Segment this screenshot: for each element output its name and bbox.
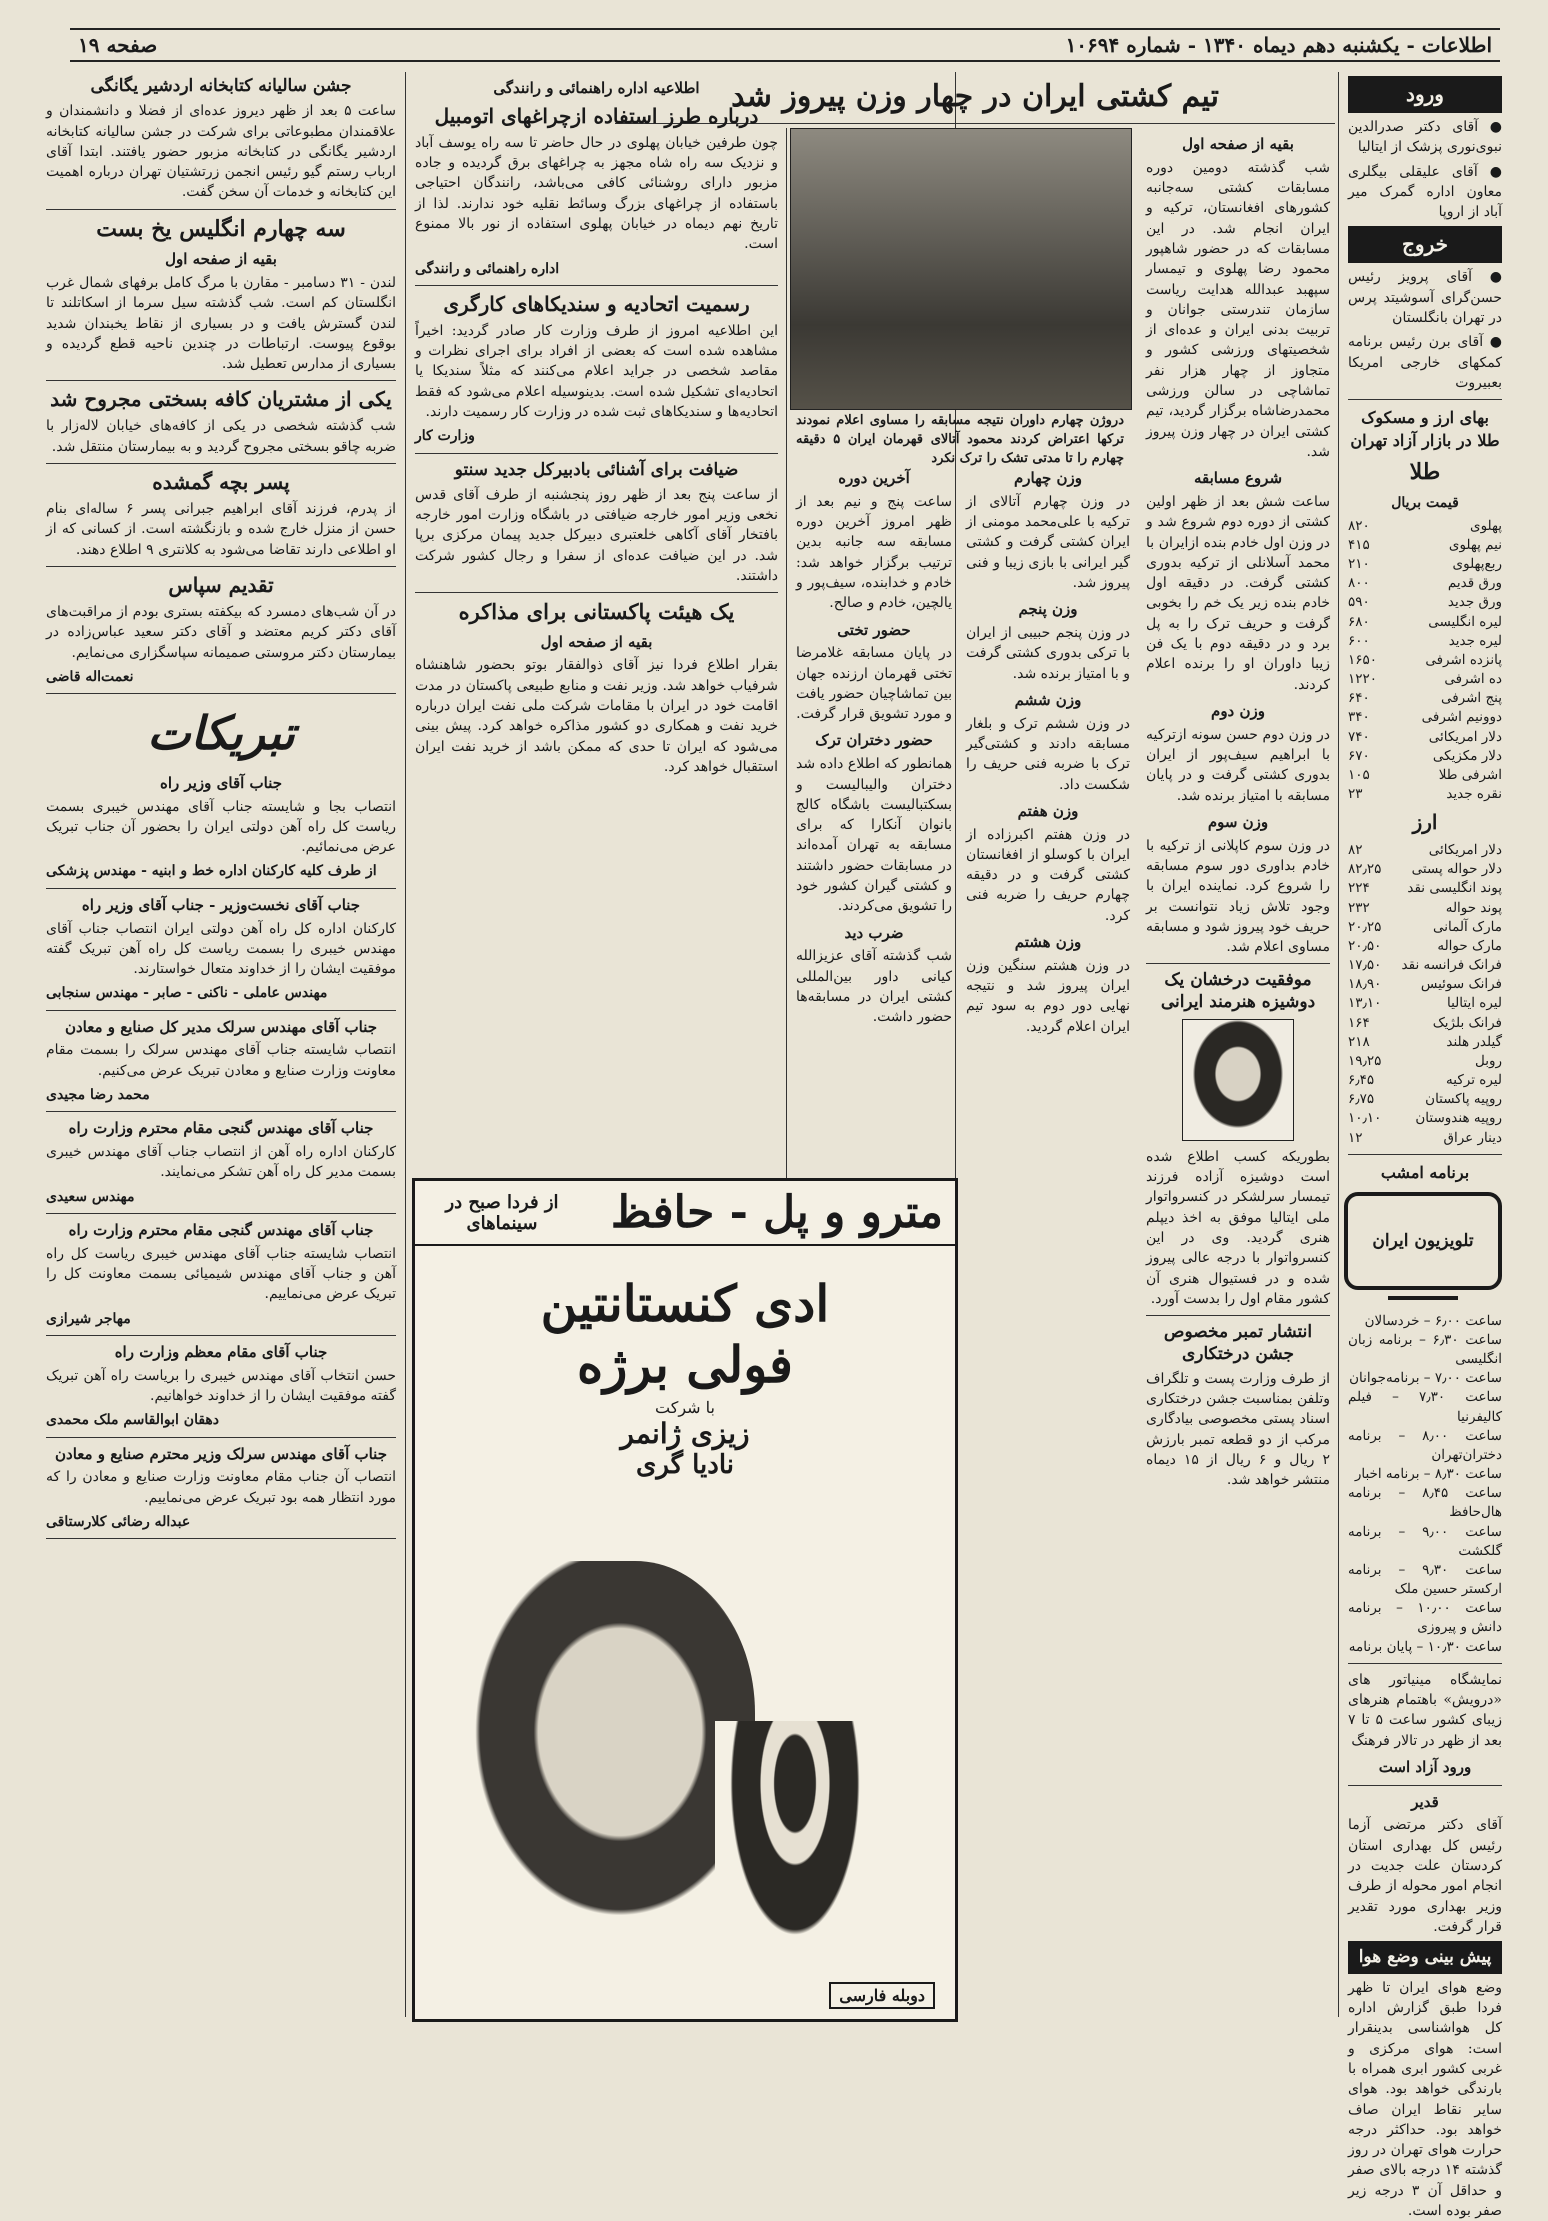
tv-label: تلویزیون ایران <box>1372 1230 1474 1251</box>
ad-star1: ادی کنستانتین <box>540 1274 830 1333</box>
tv-program-item: ساعت ۷٫۰۰ – برنامه‌جوانان <box>1349 1370 1502 1387</box>
wrestling-headline: تیم کشتی ایران در چهار وزن پیروز شد <box>731 79 1219 114</box>
ice-title: سه چهارم انگلیس یخ بست <box>96 215 346 242</box>
price-row <box>1348 1071 1502 1090</box>
presence-text: در پایان مسابقه غلامرضا تختی قهرمان ارزنده جهان بین تماشاچیان حضور یافت و مورد تشویق قرار گرفت. <box>796 645 952 723</box>
price-value: ۱۰٫۱۰ <box>1348 1110 1382 1127</box>
ad-star3: زیزی ژانمر <box>620 1417 750 1450</box>
fx-price-list <box>1348 841 1502 1148</box>
price-value: ۶۷۰ <box>1348 747 1370 764</box>
congrats-signature: عبداله رضائی کلارستاقی <box>46 1513 191 1530</box>
price-row <box>1348 747 1502 766</box>
price-value: ۱۲۲۰ <box>1348 671 1378 688</box>
congrats-item <box>46 1118 396 1214</box>
traffic-kicker: اطلاعیه اداره راهنمائی و رانندگی <box>493 79 700 97</box>
price-name: ورق‌ جدید <box>1447 594 1502 611</box>
price-value: ۸۰۰ <box>1348 575 1370 592</box>
column-misc <box>40 72 402 2019</box>
price-row <box>1348 899 1502 918</box>
price-name: مارک آلمانی <box>1432 918 1502 935</box>
price-value: ۶٫۷۵ <box>1348 1091 1375 1108</box>
price-value: ۲۱۸ <box>1348 1033 1370 1050</box>
column-rule <box>786 128 787 1178</box>
tv-program-item: ساعت ۶٫۳۰ – برنامه زبان انگلیسی <box>1348 1332 1502 1368</box>
congrats-signature: دهقان ابوالقاسم ملک محمدی <box>46 1412 220 1429</box>
congrats-signature: مهاجر شیرازی <box>46 1310 131 1327</box>
wrestling-paragraph: در وزن پنجم حبیبی از ایران با ترکی بدوری کشتی گرفت و با امتیاز برنده شد. <box>966 624 1130 682</box>
price-name: پهلوی <box>1470 517 1502 534</box>
masthead <box>70 28 1500 62</box>
price-name: ده‌ اشرفی <box>1444 671 1502 688</box>
price-name: لیره‌ ایتالیا <box>1447 995 1502 1012</box>
ad-with-label: با شرکت <box>655 1398 715 1417</box>
sub-weight7: وزن هفتم <box>1017 801 1079 820</box>
ad-star4: نادیا گری <box>635 1450 735 1480</box>
tv-program-item: ساعت ۹٫۰۰ – برنامه گلکشت <box>1348 1523 1502 1559</box>
congrats-text: انتصاب بجا و شایسته جناب آقای مهندس خیبری بسمت ریاست کل راه آهن دولتی ایران را بحضور آن جناب تبریک عرض می‌نمائیم. <box>46 798 396 856</box>
price-value: ۱۷٫۵۰ <box>1348 957 1382 974</box>
price-value: ۱۶۴ <box>1348 1014 1370 1031</box>
price-value: ۱۹٫۲۵ <box>1348 1052 1382 1069</box>
thanks-title: تقدیم سپاس <box>168 572 274 597</box>
ad-dubbed: دوبله فارسی <box>829 1982 935 2009</box>
column-rule <box>405 72 406 2017</box>
arrival-item: ● آقای علیقلی بیگلری معاون اداره گمرک میر آباد از اروپا <box>1348 163 1502 221</box>
price-name: پوند حواله <box>1445 899 1502 916</box>
thanks-text: در آن شب‌های دمسرد که بیکفته بستری بودم از مراقبت‌های آقای دکتر کریم معتضد و آقای دکتر سعید عباس‌زاده در بیمارستان دکتر مروستی صمیمانه سپاسگزاری می‌نمایم. <box>46 603 396 661</box>
union-title: رسمیت اتحادیه و سندیکاهای کارگری <box>443 291 750 316</box>
price-value: ۲۳ <box>1348 786 1363 803</box>
price-name: روبل <box>1474 1052 1502 1069</box>
pakistan-cont: بقیه از صفحه اول <box>540 632 653 651</box>
price-name: نیم پهلوی <box>1448 536 1502 553</box>
scene-title: ضرب دید <box>844 923 904 942</box>
ice-cont: بقیه از صفحه اول <box>165 250 277 269</box>
congrats-signature: مهندس عاملی - ناکنی - صابر - مهندس سنجابی <box>46 985 328 1002</box>
sub-weight2: وزن دوم <box>1211 701 1265 720</box>
price-value: ۸۲ <box>1348 842 1363 859</box>
union-text: این اطلاعیه امروز از طرف وزارت کار صادر گردید: اخیراً مشاهده شده است که بعضی از افراد برای اجرای نظرات و مقاصد شخصی در جراید اعلام می‌کنند که مثلاً سندیکا یا اتحادیه‌ای تشکیل شده است. بدینوسیله اعلام می‌شود که فقط اتحادیه‌ها و سندیکاهای ثبت شده در وزارت کار رسمیت دارند. <box>415 322 778 421</box>
wrestling-photo-caption <box>790 412 1130 466</box>
column-rates <box>1342 72 1508 2220</box>
congrats-item <box>46 1017 396 1113</box>
price-row <box>1348 918 1502 937</box>
price-name: نقره‌ جدید <box>1446 786 1502 803</box>
wrestling-intro: شب گذشته دومین دوره مسابقات کشتی سه‌جانبه کشورهای افغانستان، ترکیه و ایران انجام شد. در این مسابقات که در حضور شاهپور محمود رضا پهلوی و تیمسار سپهبد عبدالله هدایت ریاست سازمان تندرستی جوانان و تربیت بدنی ایران و عده‌ای از شخصیتهای ورزشی کشور و متجاوز از چهار هزار نفر تماشاچی در سالن ورزشی محمدرضاشاه برگزار گردید، تیم کشتی ایران در چهار وزن پیروز شد. <box>1146 159 1330 460</box>
congrats-text: کارکنان اداره راه آهن از انتصاب جناب آقای مهندس خیبری بسمت مدیر کل راه آهن تشکر می‌نمایند. <box>46 1144 396 1181</box>
price-name: دلار مکزیکی <box>1432 747 1502 764</box>
cinema-advertisement <box>412 1178 958 2022</box>
congrats-text: حسن انتخاب آقای مهندس خیبری را بریاست راه آهن تبریک گفته موفقیت ایشان را از خداوند خواهانیم. <box>46 1367 396 1404</box>
thanks-sig: نعمت‌اله قاضی <box>46 668 134 685</box>
price-name: دو‌ونیم‌ اشرفی <box>1421 709 1502 726</box>
tv-program-list <box>1348 1312 1502 1657</box>
price-name: گیلدر هلند <box>1446 1033 1502 1050</box>
price-value: ۱۳٫۱۰ <box>1348 995 1382 1012</box>
price-name: ورق‌ قدیم <box>1447 575 1502 592</box>
price-row <box>1348 536 1502 555</box>
ad-star2: فولی برژه <box>577 1335 793 1394</box>
last-round-title: آخرین دوره <box>838 469 910 487</box>
masthead-text: اطلاعات - یکشنبه دهم دیماه ۱۳۴۰ - شماره ۱۰۶۹۴ <box>1065 33 1492 57</box>
price-value: ۲۱۰ <box>1348 556 1370 573</box>
congrats-signature: از طرف کلیه کارکنان اداره خط و ابنیه - مهندس پزشکی <box>46 863 377 880</box>
wrestling-continued: بقیه از صفحه اول <box>1182 135 1294 153</box>
price-row <box>1348 1109 1502 1128</box>
weather-title: پیش بینی وضع هوا <box>1348 1941 1502 1974</box>
arrival-item: ● آقای دکتر صدرالدین نبوی‌نوری پزشک از ایتالیا <box>1348 119 1502 156</box>
price-name: ربع‌پهلوی <box>1452 556 1502 573</box>
price-value: ۶٫۴۵ <box>1348 1072 1375 1089</box>
price-value: ۱۲ <box>1348 1129 1363 1146</box>
presence-title: حضور تختی <box>837 620 911 639</box>
price-row <box>1348 860 1502 879</box>
appreciation-text: آقای دکتر مرتضی آزما رئیس کل بهداری استان کردستان علت جدیت در انجام امور محوله از طرف وزیر بهداری مورد تقدیر قرار گرفت. <box>1348 1817 1502 1935</box>
price-name: روپیه‌ هندوستان <box>1415 1110 1502 1127</box>
congrats-text: انتصاب شایسته جناب آقای مهندس سرلک را بسمت مقام معاونت وزارت صنایع و معادن تبریک عرض می‌کنیم. <box>46 1042 396 1079</box>
price-row <box>1348 1052 1502 1071</box>
page-number: صفحه ۱۹ <box>78 33 158 57</box>
congrats-signature: محمد رضا مجیدی <box>46 1087 150 1104</box>
traffic-text: چون طرفین خیابان پهلوی در حال حاضر تا سه راه یوسف آباد و نزدیک سه راه شاه مجهز به چراغهای برق گردیده و جاده مزبور دارای روشنائی کافی می‌باشد، رانندگان احتیاجی باستفاده از چراغهای بزرگ وسائط نقلیه خود ندارند. لذا از تاریخ نهم دیماه در خیابان پهلوی استفاده از نور بالا ممنوع است. <box>415 134 778 253</box>
price-value: ۱۶۵۰ <box>1348 651 1378 668</box>
sub-weight6: وزن ششم <box>1014 690 1082 709</box>
fx-title: ارز <box>1412 810 1438 835</box>
traffic-title: درباره طرز استفاده ازچراغهای اتومبیل <box>434 103 759 128</box>
wrestling-paragraph: در وزن دوم حسن سونه ازترکیه با ابراهیم سیف‌پور از ایران بدوری کشتی گرفت و در پایان مسابقه با امتیاز برنده شد. <box>1146 726 1330 804</box>
tv-program-item: ساعت ۸٫۴۵ – برنامه هال‌حافظ <box>1348 1485 1502 1521</box>
arrivals-heading: ورود <box>1348 76 1502 113</box>
weather-text: وضع هوای ایران تا ظهر فردا طبق گزارش اداره کل هواشناسی بدینقرار است: هوای مرکزی و غربی کشور ابری همراه با بارندگی خواهد بود. هوای سایر نقاط ایران صاف خواهد بود. حداکثر درجه حرارت هوای تهران در روز گذشته ۱۴ درجه بالای صفر و حداقل آن ۳ درجه زیر صفر بوده است. <box>1348 1979 1502 2220</box>
ad-cinemas: مترو و پل - حافظ <box>610 1187 943 1238</box>
price-name: فرانک فرانسه نقد <box>1401 957 1502 974</box>
tv-program-item: ساعت ۶٫۰۰ – خردسالان <box>1364 1312 1502 1329</box>
column-news <box>409 72 784 1177</box>
injured-text: شب گذشته شخصی در یکی از کافه‌های خیابان لاله‌زار با ضربه چاقو بسختی مجروح گردید و به بیمارستان منتقل شد. <box>46 418 396 455</box>
price-value: ۵۹۰ <box>1348 594 1370 611</box>
injured-title: یکی از مشتریان کافه بسختی مجروح شد <box>50 387 392 412</box>
price-name: پوند انگلیسی نقد <box>1407 880 1502 897</box>
wrestling-paragraph: در وزن هشتم سنگین وزن ایران پیروز شد و نتیجه نهایی دور دوم به سود تیم ایران اعلام گردید. <box>966 957 1130 1035</box>
ad-actress-photo <box>715 1721 875 1971</box>
wrestling-photo <box>790 128 1132 410</box>
price-value: ۲۳۲ <box>1348 899 1370 916</box>
price-row <box>1348 555 1502 574</box>
price-name: پانزده‌ اشرفی <box>1425 651 1502 668</box>
price-row <box>1348 1090 1502 1109</box>
price-row <box>1348 879 1502 898</box>
congrats-text: انتصاب آن جناب مقام معاونت وزارت صنایع و معادن را که مورد انتظار همه بود تبریک عرض می‌نماییم. <box>46 1469 396 1506</box>
price-row <box>1348 1014 1502 1033</box>
sub-weight8: وزن هشتم <box>1014 933 1082 952</box>
congrats-recipient: جناب آقای مهندس سرلک مدیر کل صنایع و معادن <box>64 1017 378 1036</box>
congrats-text: انتصاب شایسته جناب آقای مهندس خیبری ریاست کل راه آهن و جناب آقای مهندس شیمیائی بسمت معاونت کل را تبریک عرض می‌نماییم. <box>46 1245 396 1303</box>
market-title: بهای ارز و مسکوک طلا در بازار آزاد تهران <box>1350 408 1500 451</box>
column-rule <box>1338 72 1339 2017</box>
sub-weight3: وزن سوم <box>1207 812 1269 831</box>
price-value: ۲۰٫۲۵ <box>1348 918 1382 935</box>
girl-portrait-photo <box>1182 1019 1294 1141</box>
price-row <box>1348 937 1502 956</box>
price-row <box>1348 574 1502 593</box>
scene-text: شب گذشته آقای عزیزالله کیانی داور بین‌المللی کشتی ایران در مسابقه‌ها حضور داشت. <box>796 948 952 1026</box>
cento-title: ضیافت برای آشنائی بادبیرکل جدید سنتو <box>454 459 739 480</box>
tv-icon <box>1344 1192 1502 1290</box>
appreciation-title: قدیر <box>1411 1792 1439 1811</box>
price-name: فرانک بلژیک <box>1432 1014 1502 1031</box>
congrats-text: کارکنان اداره کل راه آهن دولتی ایران انتصاب جناب آقای مهندس خیبری را بسمت ریاست کل راه آهن تبریک گفته موفقیت ایشان را از خداوند متعال خواستارند. <box>46 920 396 978</box>
ad-kicker: از فردا صبح در سینماهای <box>445 1191 559 1234</box>
price-name: روپیه‌ پاکستان <box>1425 1091 1502 1108</box>
price-row <box>1348 670 1502 689</box>
price-row <box>1348 632 1502 651</box>
congrats-item <box>46 895 396 1011</box>
price-value: ۲۰٫۵۰ <box>1348 937 1382 954</box>
departure-item: ● آقای پرویز رئیس حسن‌گرای آسوشیتد پرس در تهران بانگلستان <box>1348 269 1502 327</box>
price-row <box>1348 785 1502 804</box>
wrestling-column-c <box>790 462 958 1177</box>
price-row <box>1348 593 1502 612</box>
price-value: ۱۸٫۹۰ <box>1348 976 1382 993</box>
wrestling-paragraph: در وزن هفتم اکبرزاده از ایران با کوسلو از افغانستان کشتی گرفت و در دقیقه چهارم حریف را ضربه فنی کرد. <box>966 826 1130 924</box>
sub-start: شروع مسابقه <box>1193 469 1283 488</box>
tv-program-item: ساعت ۱۰٫۳۰ – پایان برنامه <box>1348 1638 1502 1655</box>
price-value: ۴۱۵ <box>1348 536 1370 553</box>
price-name: دلار حواله‌ پستی <box>1411 861 1502 878</box>
gold-price-list <box>1348 517 1502 804</box>
girls-title: حضور دختران ترک <box>815 731 933 750</box>
union-sig: وزارت کار <box>415 428 475 445</box>
price-value: ۷۴۰ <box>1348 728 1370 745</box>
price-row <box>1348 766 1502 785</box>
photo-caption-text: دروژن چهارم داوران نتیجه مسابقه را مساوی اعلام نمودند ترکها اعتراض کردند محمود آتالای قهرمان ایران ۵ دقیقه چهارم را تا مدتی تشک را ترک نکرد <box>796 413 1124 466</box>
anniversary-text: ساعت ۵ بعد از ظهر دیروز عده‌ای از فضلا و دانشمندان و علاقمندان مطبوعاتی برای شرکت در جشن سالیانه کتابخانه اردشیر یگانگی در کتابخانه مزبور حضور یافتند. ابتدا آقای ارباب رستم گیو رئیس انجمن زرتشتیان تهران درباره اهمیت این کتابخانه و خدمات آن سخن گفت. <box>46 103 397 201</box>
congrats-recipient: جناب آقای مهندس گنجی مقام محترم وزارت راه <box>68 1220 374 1239</box>
pakistan-title: یک هیئت پاکستانی برای مذاکره <box>458 599 735 625</box>
congrats-recipient: جناب آقای نخست‌وزیر - جناب آقای وزیر راه <box>81 895 361 914</box>
gold-title: طلا <box>1409 458 1441 485</box>
price-value: ۶۴۰ <box>1348 690 1370 707</box>
price-row <box>1348 956 1502 975</box>
congrats-item <box>46 1342 396 1438</box>
price-row <box>1348 651 1502 670</box>
wrestling-paragraph: در وزن ششم ترک و بلغار مسابقه دادند و کشتی‌گیر ترک با ضربه فنی حریف را شکست داد. <box>966 715 1130 793</box>
cento-text: از ساعت پنج بعد از ظهر روز پنجشنبه از طرف آقای قدس نخعی وزیر امور خارجه ضیافتی در باشگاه وزارت امور خارجه بافتخار آقای آکاهی خلعتبری دبیرکل جدید پیمان مرکزی برپا شد. در این ضیافت عده‌ای از سفرا و رجال کشور شرکت داشتند. <box>415 486 778 585</box>
congrats-recipient: جناب آقای مقام معظم وزارت راه <box>114 1342 328 1361</box>
price-row <box>1348 841 1502 860</box>
stamp-text: از طرف وزارت پست و تلگراف وتلفن بمناسبت جشن درختکاری اسناد پستی مخصوصی بیادگاری مرکب از دو قطعه تمبر بارزش ۲ ریال و ۶ ریال از ۱۵ دیماه منتشر خواهد شد. <box>1146 1370 1330 1489</box>
wrestling-paragraph: ساعت شش بعد از ظهر اولین کشتی از دوره دوم شروع شد و در وزن اول خادم بنده ازایران با محمد آسلانلی از ترکیه بدوری کشتی گرفت. در دقیقه اول خادم بنده زیر یک خم را بخوبی گرفت و حریف ترک را به پل برد و در دقیقه دوم با یک فن زیبا داوران او را برنده اعلام کردند. <box>1146 493 1330 693</box>
ad-actor-photo <box>455 1561 755 1941</box>
pakistan-text: بقرار اطلاع فردا نیز آقای ذوالفقار بوتو بحضور شاهنشاه شرفیاب خواهد شد. وزیر نفت و منابع طبیعی پاکستان در مدت اقامت خود در ایران با مقامات شرکت ملی نفت ایران درباره خرید نفت و همکاری دو کشور مذاکره خواهد کرد. پیش بینی می‌شود که ایران تا حدی که ممکن باشد از خرید نفت ایران استقبال خواهد کرد. <box>415 657 778 775</box>
wrestling-column-b <box>960 462 1136 2019</box>
last-round-text: ساعت پنج و نیم بعد از ظهر امروز آخرین دوره مسابقه سه جانبه بدین ترتیب برگزار خواهد شد: خادم و خدابنده، سیف‌پور و یالچین، خادم و صالح. <box>796 493 952 612</box>
wrestling-paragraph: در وزن سوم کاپلانی از ترکیه با خادم بداوری دور سوم مسابقه را شروع کرد. نماینده ایران با وجود تلاش زیاد نتوانست بر حریف خود پیروز شود و مسابقه مساوی اعلام شد. <box>1146 837 1330 956</box>
price-row <box>1348 994 1502 1013</box>
price-name: مارک حواله <box>1437 937 1502 954</box>
congrats-item <box>46 1444 396 1540</box>
sub-weight5: وزن پنجم <box>1018 600 1078 619</box>
congrats-list <box>46 773 396 1539</box>
price-value: ۶۰۰ <box>1348 632 1370 649</box>
price-row <box>1348 728 1502 747</box>
price-row <box>1348 613 1502 632</box>
price-name: لیره‌ ترکیه <box>1446 1072 1502 1089</box>
price-value: ۲۲۴ <box>1348 880 1370 897</box>
anniversary-title: جشن سالیانه کتابخانه اردشیر یگانگی <box>90 76 352 96</box>
tv-program-item: ساعت ۹٫۳۰ – برنامه ارکستر حسین ملک <box>1348 1561 1502 1598</box>
girl-photo-title: موفقیت درخشان یک دوشیزه هنرمند ایرانی <box>1160 970 1316 1012</box>
price-row <box>1348 689 1502 708</box>
price-name: فرانک سوئیس <box>1420 976 1502 993</box>
ice-text: لندن - ۳۱ دسامبر - مقارن با مرگ کامل برفهای شمال غرب انگلستان کم است. شب گذشته سیل سرما از اسکاتلند تا لندن گسترش یافت و در بسیاری از نقاط یخبندان شدید بوقوع پیوست. ارتباطات در چندین ناحیه قطع گردیده و بسیاری از مدارس تعطیل شد. <box>46 274 396 373</box>
tv-program-item: ساعت ۸٫۳۰ – برنامه اخبار <box>1354 1466 1502 1483</box>
congrats-item <box>46 773 396 889</box>
exhibit-text: نمایشگاه مینیاتور های «درویش» باهتمام هنرهای زیبای کشور ساعت ۵ تا ۷ بعد از ظهر در تالار فرهنگ <box>1348 1671 1503 1749</box>
price-name: دلار امریکائی <box>1428 842 1502 859</box>
sub-weight4: وزن چهارم <box>1013 469 1082 487</box>
tv-program-item: ساعت ۱۰٫۰۰ – برنامه دانش و پیروزی <box>1348 1600 1502 1636</box>
tv-program-item: ساعت ۸٫۰۰ – برنامه دختران‌تهران <box>1348 1427 1502 1463</box>
price-header: قیمت بریال <box>1391 494 1459 511</box>
congrats-signature: مهندس سعیدی <box>46 1188 135 1205</box>
departure-item: ● آقای برن رئیس برنامه کمکهای خارجی امریکا بعبیروت <box>1348 334 1502 391</box>
price-name: اشرفی‌ طلا <box>1438 766 1502 783</box>
price-value: ۳۴۰ <box>1348 709 1370 726</box>
free-entry: ورود آزاد است <box>1378 1757 1472 1776</box>
price-row <box>1348 975 1502 994</box>
congrats-title: تبریکات <box>147 706 295 761</box>
wrestling-column-a <box>1140 128 1336 2019</box>
girl-text: بطوریکه کسب اطلاع شده است دوشیزه آزاده فرزند تیمسار سرلشکر در کنسرواتوار ملی ایتالیا موفق به اخذ دیپلم هنری گردید. وی در این کنسرواتوار با درجه عالی پیروز شده و در فستیوال هنری آن کشور مقام اول را بدست آورد. <box>1146 1148 1330 1307</box>
congrats-recipient: جناب آقای وزیر راه <box>159 773 282 792</box>
price-row <box>1348 1129 1502 1148</box>
congrats-recipient: جناب آقای مهندس سرلک وزیر محترم صنایع و معادن <box>55 1444 387 1463</box>
price-value: ۶۸۰ <box>1348 613 1370 630</box>
price-name: پنج‌ اشرفی <box>1440 690 1502 707</box>
price-value: ۸۲۰ <box>1348 517 1370 534</box>
stamp-title: انتشار تمبر مخصوص جشن درختکاری <box>1163 1322 1313 1364</box>
price-value: ۱۰۵ <box>1348 766 1370 783</box>
price-row <box>1348 1033 1502 1052</box>
departures-heading: خروج <box>1348 226 1502 263</box>
price-name: لیره‌ جدید <box>1448 632 1502 649</box>
price-name: لیره‌ انگلیسی <box>1428 613 1502 630</box>
congrats-recipient: جناب آقای مهندس گنجی مقام محترم وزارت راه <box>68 1119 374 1138</box>
price-row <box>1348 708 1502 727</box>
price-value: ۸۲٫۲۵ <box>1348 861 1382 878</box>
price-row <box>1348 517 1502 536</box>
girls-text: همانطور که اطلاع داده شد دختران والیبالیست و بسکتبالیست باشگاه کالج بانوان آنکارا که برای مسابقه به تهران آمده‌اند در مسابقات حضور داشتند و کشتی گیران کشور خود را تشویق می‌کردند. <box>796 756 952 915</box>
lost-child-title: پسر بچه گمشده <box>152 470 290 495</box>
tonight-title: برنامه امشب <box>1380 1162 1470 1182</box>
tv-program-item: ساعت ۷٫۳۰ – فیلم کالیفرنیا <box>1348 1389 1502 1425</box>
price-name: دینار عراق <box>1443 1129 1502 1146</box>
wrestling-paragraph: در وزن چهارم آتالای از ترکیه با علی‌محمد مومنی از ایران کشتی گرفت و کشتی گیر ایرانی با بازی زیبا و فنی پیروز شد. <box>966 493 1130 591</box>
price-name: دلار امریکائی <box>1428 728 1502 745</box>
traffic-sig: اداره راهنمائی و رانندگی <box>415 260 560 277</box>
congrats-item <box>46 1220 396 1336</box>
lost-child-text: از پدرم، فرزند آقای ابراهیم جبرانی پسر ۶ ساله‌ای بنام حسن از منزل خارج شده و بازنگشته است. از کسانی که از او اطلاعی دارند تقاضا می‌شود به کلانتری ۹ اطلاع دهند. <box>46 501 396 558</box>
